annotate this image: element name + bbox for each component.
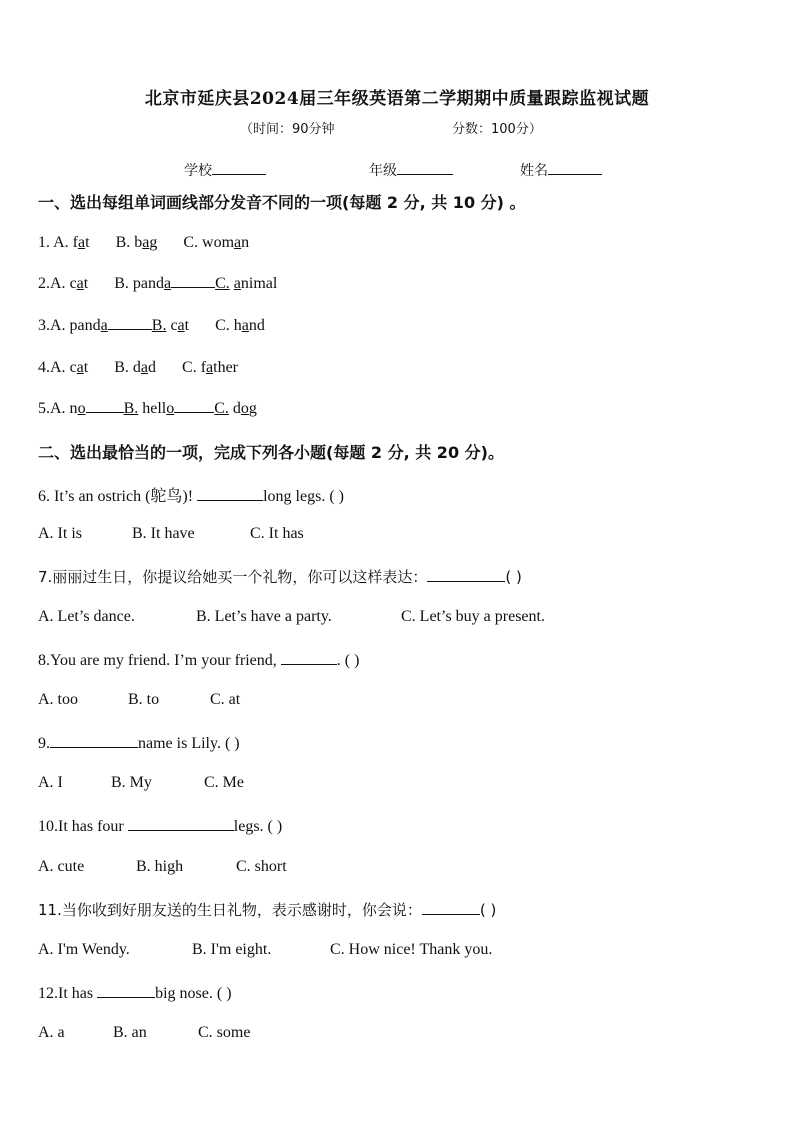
question-7: 7.丽丽过生日，你提议给她买一个礼物，你可以这样表达： ( ) (38, 568, 522, 586)
school-label: 学校 (184, 163, 212, 179)
question-2: 2.A. cat B. panda C. animal (38, 275, 278, 292)
name-blank[interactable] (548, 160, 602, 175)
question-3: 3.A. panda B. cat C. hand (38, 317, 265, 334)
question-4: 4.A. cat B. dad C. father (38, 359, 238, 376)
name-field (520, 160, 602, 180)
question-6-options: A. It is B. It have C. It has (38, 525, 304, 542)
question-1: 1. A. fat B. bag C. woman (38, 234, 250, 251)
section2-heading: 二、选出最恰当的一项，完成下列各小题(每题 2 分, 共 20 分)。 (38, 443, 504, 462)
exam-score: 分数：100分） (452, 122, 542, 137)
question-12: 12.It has big nose. ( ) (38, 985, 232, 1002)
question-8-options: A. too B. to C. at (38, 691, 241, 708)
school-blank[interactable] (212, 160, 266, 175)
question-5: 5.A. no B. hello C. dog (38, 400, 257, 417)
question-12-options: A. a B. an C. some (38, 1024, 251, 1041)
answer-blank[interactable] (422, 900, 480, 915)
answer-blank[interactable] (50, 733, 138, 748)
school-field (184, 160, 266, 180)
question-10: 10.It has four legs. ( ) (38, 818, 283, 835)
name-label: 姓名 (520, 163, 548, 179)
answer-blank[interactable] (197, 486, 263, 501)
question-9-options: A. I B. My C. Me (38, 774, 244, 791)
grade-field (369, 160, 453, 180)
question-11: 11.当你收到好朋友送的生日礼物，表示感谢时，你会说： ( ) (38, 901, 497, 919)
answer-blank[interactable] (281, 650, 337, 665)
question-7-options: A. Let’s dance. B. Let’s have a party. C. Let’s buy a present. (38, 608, 545, 625)
question-11-options: A. I'm Wendy. B. I'm eight. C. How nice! Thank you. (38, 941, 493, 958)
answer-blank[interactable] (427, 567, 505, 582)
exam-title: 北京市延庆县2024届三年级英语第二学期期中质量跟踪监视试题 (144, 89, 650, 109)
question-8: 8.You are my friend. I’m your friend, . ( ) (38, 652, 360, 669)
question-6: 6. It’s an ostrich (鸵鸟)! long legs. ( ) (38, 488, 344, 505)
section1-heading: 一、选出每组单词画线部分发音不同的一项(每题 2 分, 共 10 分) 。 (38, 193, 526, 212)
answer-blank[interactable] (128, 816, 234, 831)
answer-blank[interactable] (97, 983, 155, 998)
exam-time: （时间：90分钟 (240, 122, 335, 137)
grade-blank[interactable] (397, 160, 453, 175)
question-10-options: A. cute B. high C. short (38, 858, 287, 875)
grade-label: 年级 (369, 163, 397, 179)
question-9: 9. name is Lily. ( ) (38, 735, 240, 752)
